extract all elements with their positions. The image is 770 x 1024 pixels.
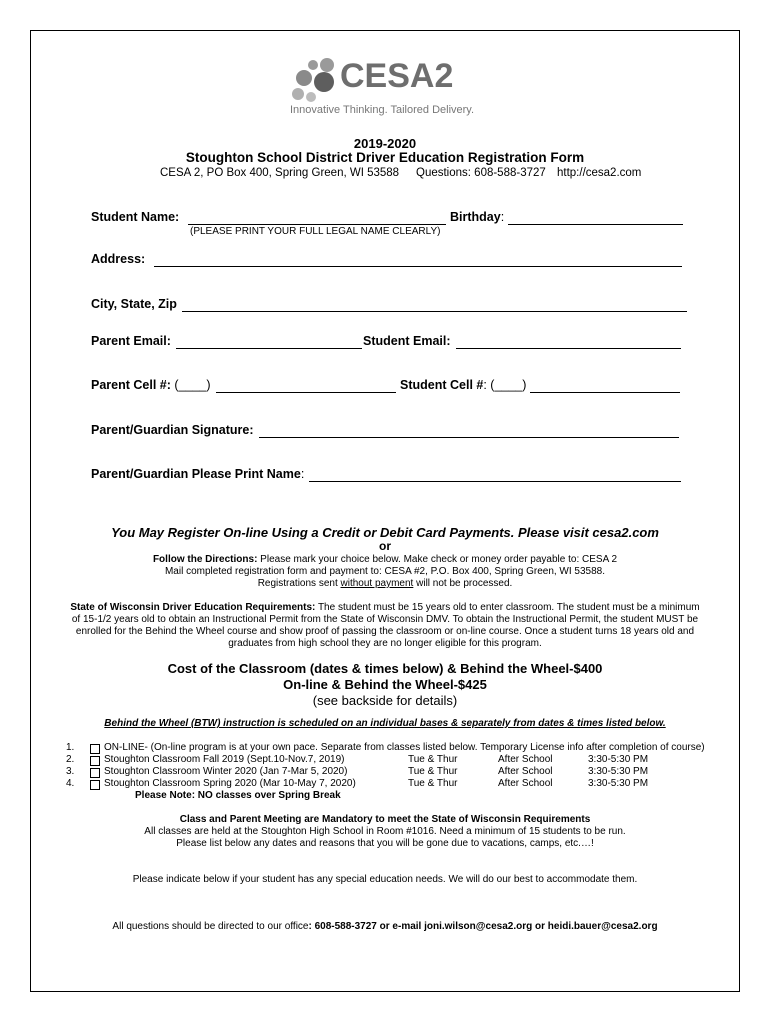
follow-directions-label: Follow the Directions: [152, 554, 258, 565]
cost-line-2: On-line & Behind the Wheel-$425 [283, 677, 487, 692]
parent-cell-field[interactable] [216, 392, 396, 393]
option-time-3: 3:30-5:30 PM [588, 766, 649, 777]
header-website: http://cesa2.com [557, 167, 642, 179]
mandatory-title: Class and Parent Meeting are Mandatory to meet the State of Wisconsin Requirements [179, 814, 591, 825]
contact-pre-text: All questions should be directed to our office [112, 921, 309, 932]
option-text-3: Stoughton Classroom Winter 2020 (Jan 7-Mar 5, 2020) [104, 766, 348, 777]
logo-circle-2 [320, 58, 334, 72]
online-register-headline: You May Register On-line Using a Credit or Debit Card Payments. Please visit cesa2.com [111, 525, 659, 540]
option-text-1: ON-LINE- (On-line program is at your own pace. Separate from classes listed below. Temporary License info after completion of course) [104, 742, 705, 753]
logo-circle-3 [296, 70, 312, 86]
parent-email-label: Parent Email: [91, 334, 171, 348]
option-when-4: After School [498, 778, 553, 789]
option-text-2: Stoughton Classroom Fall 2019 (Sept.10-Nov.7, 2019) [104, 754, 345, 765]
option-checkbox-4[interactable] [90, 780, 100, 792]
reg-note-pre: Registrations sent [257, 578, 341, 589]
student-cell-field[interactable] [530, 392, 680, 393]
btw-note: Behind the Wheel (BTW) instruction is scheduled on an individual bases & separately from dates & times listed below. [104, 718, 666, 729]
option-number-1: 1. [66, 742, 75, 753]
birthday-label [450, 210, 504, 224]
cost-line-3: (see backside for details) [312, 693, 458, 708]
option-days-4: Tue & Thur [408, 778, 458, 789]
option-number-4: 4. [66, 778, 75, 789]
student-name-field[interactable] [188, 224, 446, 225]
requirements-line-3: enrolled for the Behind the Wheel course and show proof of passing the classroom or on-line course. Once a student turns 18 years old and [75, 626, 695, 637]
online-or: or [379, 539, 391, 553]
name-print-note: (PLEASE PRINT YOUR FULL LEGAL NAME CLEARLY) [190, 226, 441, 237]
option-checkbox-3[interactable] [90, 768, 100, 780]
requirements-label: State of Wisconsin Driver Education Requirements: [70, 602, 316, 613]
option-time-2: 3:30-5:30 PM [588, 754, 649, 765]
birthday-label-text: Birthday [450, 210, 501, 224]
follow-directions-text: Please mark your choice below. Make check or money order payable to: CESA 2 [257, 554, 618, 565]
option-checkbox-1[interactable] [90, 744, 100, 756]
birthday-field[interactable] [508, 224, 683, 225]
option-text-4: Stoughton Classroom Spring 2020 (Mar 10-May 7, 2020) [104, 778, 356, 789]
logo-circle-5 [292, 88, 304, 100]
option-number-3: 3. [66, 766, 75, 777]
guardian-print-name-colon: : [300, 467, 305, 481]
parent-cell-area-code[interactable]: (____) [174, 378, 211, 392]
special-education-note: Please indicate below if your student has any special education needs. We will do our best to accommodate them. [132, 874, 638, 885]
contact-details: : 608-588-3727 or e-mail joni.wilson@cesa2.org or heidi.bauer@cesa2.org [308, 921, 658, 932]
requirements-text-1: The student must be 15 years old to enter classroom. The student must be a minimum [315, 602, 700, 613]
follow-directions [0, 554, 770, 565]
parent-cell-label-text: Parent Cell #: [91, 378, 171, 392]
mail-instructions: Mail completed registration form and payment to: CESA #2, P.O. Box 400, Spring Green, WI 53588. [164, 566, 606, 577]
address-field[interactable] [154, 266, 682, 267]
header-address: CESA 2, PO Box 400, Spring Green, WI 53588 [160, 167, 400, 179]
logo-brand-text: CESA2 [340, 57, 454, 95]
student-cell-label [400, 378, 526, 392]
cost-line-1: Cost of the Classroom (dates & times below) & Behind the Wheel-$400 [167, 661, 603, 676]
cesa2-logo [288, 56, 498, 120]
option-days-2: Tue & Thur [408, 754, 458, 765]
guardian-signature-label: Parent/Guardian Signature: [91, 423, 254, 437]
requirements-line-1 [0, 602, 770, 613]
parent-cell-label [91, 378, 211, 392]
logo-circle-4 [314, 72, 334, 92]
form-title: Stoughton School District Driver Education Registration Form [185, 150, 585, 165]
student-email-field[interactable] [456, 348, 681, 349]
city-state-zip-label: City, State, Zip [91, 297, 177, 311]
address-label: Address: [91, 252, 146, 266]
option-days-3: Tue & Thur [408, 766, 458, 777]
guardian-print-name-label [91, 467, 304, 481]
option-when-2: After School [498, 754, 553, 765]
mandatory-line-1: All classes are held at the Stoughton High School in Room #1016. Need a minimum of 15 students to be run. [144, 826, 626, 837]
logo-circle-6 [306, 92, 316, 102]
parent-email-field[interactable] [176, 348, 362, 349]
student-cell-area-code[interactable]: : (____) [483, 378, 527, 392]
guardian-print-name-field[interactable] [309, 481, 681, 482]
guardian-signature-field[interactable] [259, 437, 679, 438]
option-number-2: 2. [66, 754, 75, 765]
logo-circle-1 [308, 60, 318, 70]
registration-payment-note [0, 578, 770, 589]
mandatory-line-2: Please list below any dates and reasons that you will be gone due to vacations, camps, etc.…! [176, 838, 594, 849]
birthday-colon: : [500, 210, 505, 224]
student-email-label: Student Email: [363, 334, 451, 348]
guardian-print-name-text: Parent/Guardian Please Print Name [91, 467, 301, 481]
requirements-line-4: graduates from high school they are no longer eligible for this program. [228, 638, 542, 649]
contact-info [0, 921, 770, 932]
no-spring-break-note: Please Note: NO classes over Spring Break [135, 790, 341, 801]
header-questions: Questions: 608-588-3727 [416, 167, 546, 179]
reg-note-underlined: without payment [340, 578, 414, 589]
option-when-3: After School [498, 766, 553, 777]
student-name-label: Student Name: [91, 210, 180, 224]
form-year: 2019-2020 [353, 136, 417, 151]
city-state-zip-field[interactable] [182, 311, 687, 312]
logo-tagline: Innovative Thinking. Tailored Delivery. [290, 104, 475, 116]
student-cell-label-text: Student Cell # [400, 378, 484, 392]
reg-note-post: will not be processed. [413, 578, 513, 589]
option-checkbox-2[interactable] [90, 756, 100, 768]
requirements-line-2: of 15-1/2 years old to obtain an Instructional Permit from the State of Wisconsin DMV. To obtain the Instructional Permit, the student MUST be [71, 614, 699, 625]
option-time-4: 3:30-5:30 PM [588, 778, 649, 789]
